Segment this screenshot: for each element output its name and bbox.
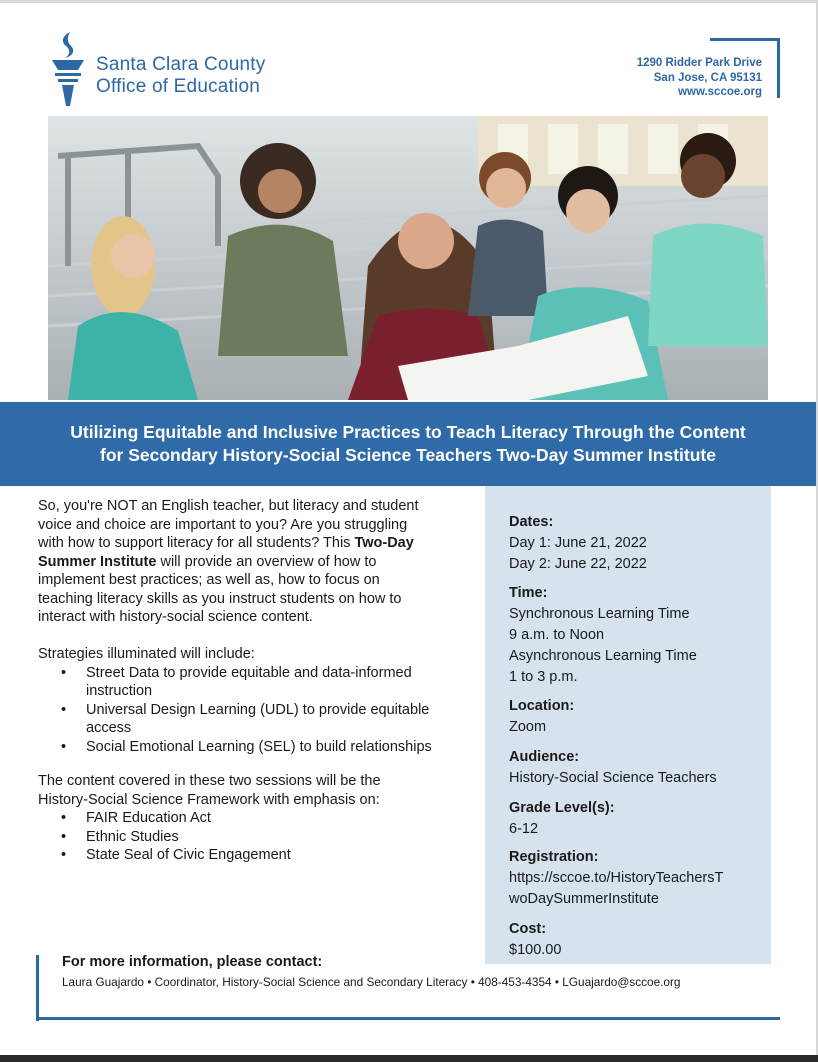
intro-line: voice and choice are important to you? Are you struggling	[38, 516, 408, 533]
list-item	[38, 701, 478, 738]
list-item-text: • Social Emotional Learning (SEL) to build relationships	[86, 738, 432, 755]
intro-text: will provide an overview of how to	[156, 553, 377, 570]
location-block	[509, 696, 574, 738]
torch-logo-icon	[48, 30, 88, 108]
dates-block	[509, 512, 647, 575]
contact-details: Laura Guajardo • Coordinator, History-Social Science and Secondary Literacy • 408-453-4354 • LGuajardo@sccoe.org	[62, 975, 681, 989]
list-item	[38, 738, 478, 757]
location-label: Location:	[509, 698, 575, 714]
registration-link[interactable]: https://sccoe.to/HistoryTeachersT	[509, 870, 724, 886]
org-name-line1: Santa Clara County	[96, 54, 266, 75]
contact-bracket-side	[36, 955, 39, 1021]
intro-line: So, you're NOT an English teacher, but literacy and student	[38, 498, 419, 514]
time-label: Time:	[509, 585, 548, 601]
students-photo-illustration	[48, 116, 768, 400]
audience-block	[509, 747, 717, 789]
registration-link[interactable]: woDaySummerInstitute	[509, 891, 659, 907]
grade-value: 6-12	[509, 821, 539, 837]
location-value: Zoom	[509, 719, 547, 735]
cost-label: Cost:	[509, 921, 547, 937]
address-city: San Jose, CA 95131	[653, 71, 762, 84]
time-value: 9 a.m. to Noon	[509, 627, 605, 643]
address-bracket-top	[710, 38, 780, 41]
time-value: Asynchronous Learning Time	[509, 648, 697, 664]
list-item: • FAIR Education Act	[38, 809, 478, 828]
grade-block	[509, 798, 615, 840]
grade-label: Grade Level(s):	[509, 800, 615, 816]
time-value: Synchronous Learning Time	[509, 606, 690, 622]
org-name-line2: Office of Education	[96, 76, 260, 97]
strategies-list	[38, 664, 478, 757]
org-logo	[48, 30, 288, 110]
website-link[interactable]: www.sccoe.org	[678, 86, 762, 98]
time-value: 1 to 3 p.m.	[509, 669, 578, 685]
intro-bold-text: Two-Day	[354, 535, 414, 551]
students-photo	[48, 116, 768, 400]
list-item: • State Seal of Civic Engagement	[38, 846, 478, 865]
dates-label: Dates:	[509, 514, 554, 530]
intro-bold-text: Summer Institute	[38, 553, 157, 570]
contact-bracket-bottom	[36, 1017, 780, 1020]
strategies-section	[38, 645, 478, 756]
content-heading: The content covered in these two sessions will be the	[38, 773, 381, 789]
list-item-text: • Street Data to provide equitable and data-informed	[86, 664, 412, 681]
registration-block	[509, 847, 723, 910]
cost-block	[509, 919, 561, 961]
org-address	[637, 56, 762, 100]
audience-label: Audience:	[509, 749, 580, 765]
registration-label: Registration:	[509, 849, 599, 865]
date-day2: Day 2: June 22, 2022	[509, 556, 647, 572]
event-details-sidebar	[485, 486, 771, 964]
cost-value: $100.00	[509, 942, 562, 958]
content-heading: History-Social Science Framework with emphasis on:	[38, 791, 380, 808]
list-item-text: access	[86, 720, 132, 736]
page-bottom-edge	[0, 1055, 818, 1062]
time-block	[509, 583, 697, 688]
list-item	[38, 664, 478, 701]
intro-line: interact with history-social science content.	[38, 609, 313, 625]
list-item-text: instruction	[86, 683, 153, 699]
intro-paragraph	[38, 497, 478, 627]
audience-value: History-Social Science Teachers	[509, 770, 717, 786]
list-item: • Ethnic Studies	[38, 828, 478, 847]
address-street: 1290 Ridder Park Drive	[636, 57, 762, 69]
title-line1: Utilizing Equitable and Inclusive Practices to Teach Literacy Through the Content	[70, 422, 746, 442]
contact-heading: For more information, please contact:	[62, 954, 323, 970]
title-line2: for Secondary History-Social Science Teachers Two-Day Summer Institute	[100, 445, 716, 465]
title-banner	[0, 402, 816, 486]
intro-line: teaching literacy skills as you instruct students on how to	[38, 590, 402, 607]
date-day1: Day 1: June 21, 2022	[509, 535, 647, 551]
list-item-text: • Universal Design Learning (UDL) to provide equitable	[86, 701, 430, 718]
page-top-edge	[0, 0, 818, 3]
intro-line	[38, 553, 478, 572]
content-section	[38, 772, 478, 865]
content-list	[38, 809, 478, 865]
address-bracket-side	[777, 38, 780, 98]
strategies-heading: Strategies illuminated will include:	[38, 646, 255, 662]
intro-line	[38, 534, 478, 553]
intro-line: implement best practices; as well as, how to focus on	[38, 572, 380, 588]
intro-text: with how to support literacy for all students? This	[38, 535, 355, 551]
